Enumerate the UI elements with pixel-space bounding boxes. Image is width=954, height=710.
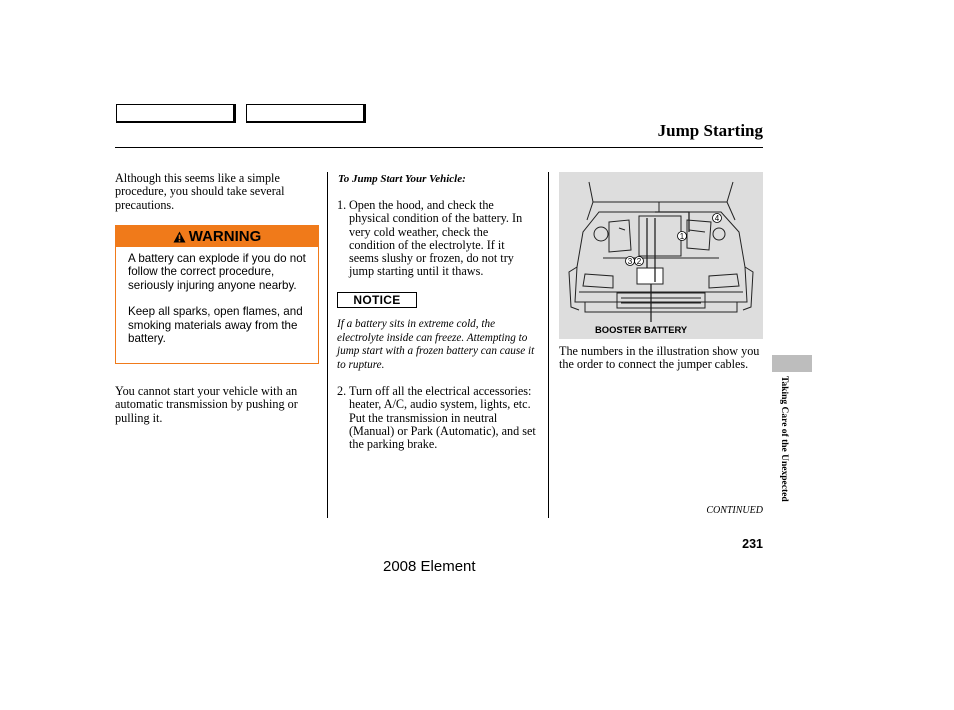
step-1 <box>337 199 537 279</box>
notice-text: If a battery sits in extreme cold, the electrolyte inside can freeze. Attempting to jump start with a frozen battery can cause it to rupture. <box>337 318 535 371</box>
warning-triangle-icon <box>173 231 186 243</box>
notice-label: NOTICE <box>337 292 417 308</box>
section-tab <box>772 355 812 372</box>
marker-4: 4 <box>714 214 720 223</box>
column-divider-1 <box>327 172 328 518</box>
marker-2: 2 <box>636 257 642 266</box>
engine-illustration <box>559 172 763 339</box>
nav-box-left[interactable] <box>116 104 236 123</box>
nav-box-right[interactable] <box>246 104 366 123</box>
model-footer: 2008 Element <box>383 558 476 575</box>
step-1-number: 1. <box>337 198 347 212</box>
engine-bay-drawing <box>559 172 763 339</box>
step-2 <box>337 385 537 451</box>
marker-1: 1 <box>679 232 685 241</box>
warning-label: WARNING <box>188 228 262 245</box>
automatic-transmission-note: You cannot start your vehicle with an automatic transmission by pushing or pulling it. <box>115 384 298 425</box>
page-number: 231 <box>742 537 763 551</box>
column-divider-2 <box>548 172 549 518</box>
warning-header <box>116 226 318 247</box>
illustration-caption: The numbers in the illustration show you the order to connect the jumper cables. <box>559 344 760 372</box>
intro-text: Although this seems like a simple procedure, you should take several precautions. <box>115 171 285 212</box>
warning-paragraph-1: A battery can explode if you do not follow the correct procedure, seriously injuring anyone nearby. <box>128 252 306 292</box>
page-title: Jump Starting <box>657 121 763 140</box>
warning-box <box>115 225 319 364</box>
header-rule <box>115 147 763 148</box>
section-label: Taking Care of the Unexpected <box>779 376 789 502</box>
step-2-text: Turn off all the electrical accessories: heater, A/C, audio system, lights, etc. Put the transmission in neutral (Manual) or Park (Automatic), and set the parking brake. <box>349 384 536 452</box>
marker-3: 3 <box>627 257 633 266</box>
booster-battery-label: BOOSTER BATTERY <box>595 324 688 335</box>
step-2-number: 2. <box>337 384 347 398</box>
step-1-text: Open the hood, and check the physical condition of the battery. In very cold weather, check the condition of the electrolyte. If it seems slushy or frozen, do not try jump starting until it thaws. <box>349 198 523 279</box>
procedure-heading: To Jump Start Your Vehicle: <box>338 173 466 185</box>
continued-label: CONTINUED <box>706 505 763 516</box>
warning-paragraph-2: Keep all sparks, open flames, and smoking materials away from the battery. <box>128 305 303 346</box>
